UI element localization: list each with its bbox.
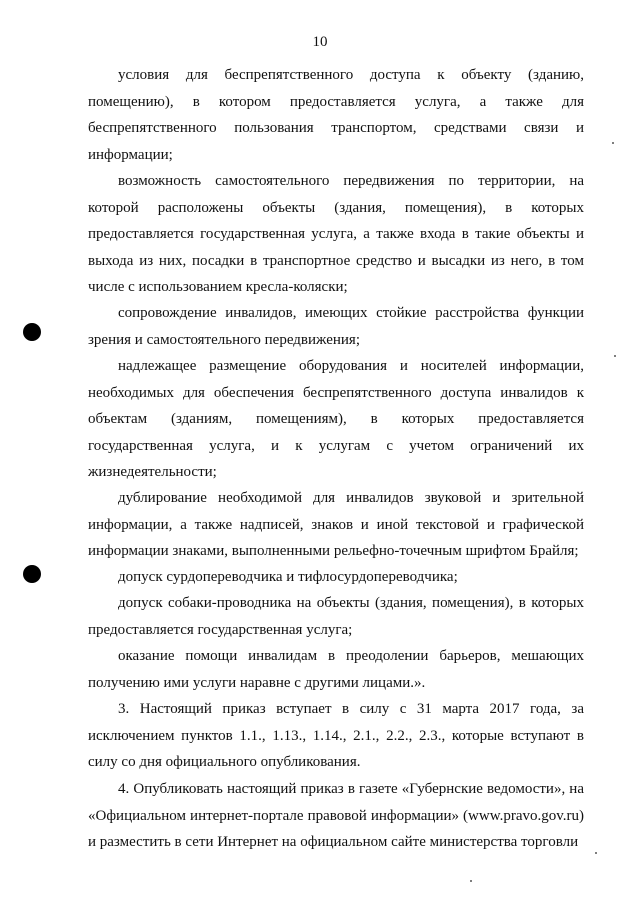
scan-speck bbox=[595, 852, 597, 854]
binder-hole bbox=[23, 323, 41, 341]
paragraph-assistance: оказание помощи инвалидам в преодолении барьеров, мешающих получению ими услуги наравне с другими лицами.». bbox=[88, 648, 584, 691]
scan-speck bbox=[614, 355, 616, 357]
paragraph-duplication: дублирование необходимой для инвалидов звуковой и зрительной информации, а также надписей, знаков и иной текстовой и графической информации знаками, выполненными рельефно-точечным шрифтом Брайля; bbox=[88, 490, 584, 559]
paragraph-equipment-placement: надлежащее размещение оборудования и носителей информации, необходимых для обеспечения беспрепятственного доступа инвалидов к объектам (зданиям, помещениям), в которых предоставляется государственная услуга, и к услугам с учетом ограничений их жизнедеятельности; bbox=[88, 358, 584, 480]
scan-speck bbox=[470, 880, 472, 882]
paragraph-escort: сопровождение инвалидов, имеющих стойкие расстройства функции зрения и самостоятельного передвижения; bbox=[88, 305, 584, 348]
paragraph-interpreter: допуск сурдопереводчика и тифлосурдопереводчика; bbox=[118, 569, 458, 585]
paragraph-effective-date: 3. Настоящий приказ вступает в силу с 31 марта 2017 года, за исключением пунктов 1.1., 1.13., 1.14., 2.1., 2.2., 2.3., которые вступают в силу со дня официального опубликования. bbox=[88, 701, 584, 770]
paragraph-independent-movement: возможность самостоятельного передвижения по территории, на которой расположены объекты (здания, помещения), в которых предоставляется государственная услуга, а также входа в такие объекты и выхода из них, посадки в транспортное средство и высадки из него, в том числе с использованием кресла-коляски; bbox=[88, 173, 584, 295]
page-number: 10 bbox=[312, 34, 328, 50]
binder-hole bbox=[23, 565, 41, 583]
scan-speck bbox=[612, 142, 614, 144]
paragraph-publication: 4. Опубликовать настоящий приказ в газете «Губернские ведомости», на «Официальном интернет-портале правовой информации» (www.pravo.gov.ru) и разместить в сети Интернет на официальном сайте министерства торговли bbox=[88, 781, 584, 850]
paragraph-access-conditions: условия для беспрепятственного доступа к объекту (зданию, помещению), в котором предоставляется услуга, а также для беспрепятственного пользования транспортом, средствами связи и информации; bbox=[88, 67, 584, 163]
paragraph-guide-dog: допуск собаки-проводника на объекты (здания, помещения), в которых предоставляется государственная услуга; bbox=[88, 595, 584, 638]
